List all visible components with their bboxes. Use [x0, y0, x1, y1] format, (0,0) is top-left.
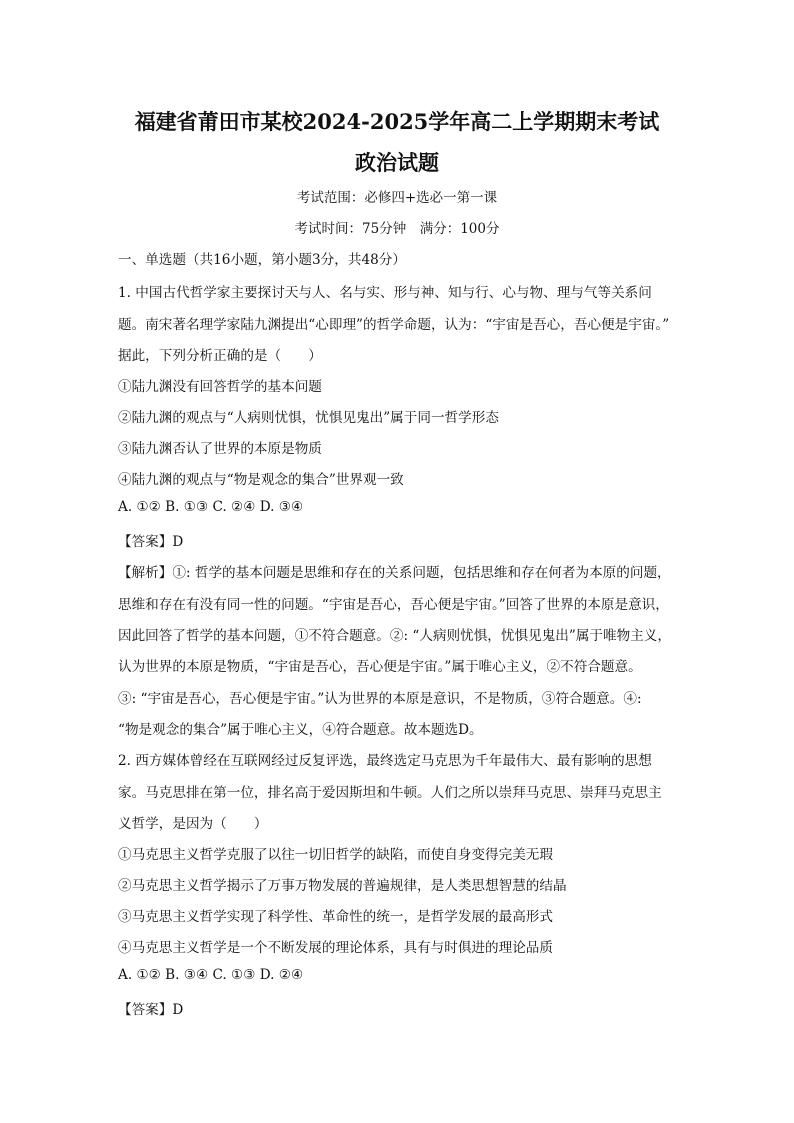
exam-title: 福建省莆田市某校2024-2025学年高二上学期期末考试	[134, 109, 660, 134]
q1-stem-line: 题。南宋著名理学家陆九渊提出“心即理”的哲学命题，认为：“宇宙是吾心，吾心便是宇宙。”	[118, 317, 670, 333]
q1-stem-line: 1. 中国古代哲学家主要探讨天与人、名与实、形与神、知与行、心与物、理与气等关系问	[118, 285, 652, 301]
q1-option: ①陆九渊没有回答哲学的基本问题	[118, 379, 322, 395]
section-heading: 一、单选题（共16小题，第小题3分，共48分）	[118, 252, 406, 268]
q1-choices: A. ①② B. ①③ C. ②④ D. ③④	[118, 499, 304, 515]
q2-stem-line: 家。马克思排在第一位，排名高于爱因斯坦和牛顿。人们之所以崇拜马克思、崇拜马克思主	[118, 785, 662, 801]
q1-analysis-line: 思维和存在有没有同一性的问题。“宇宙是吾心，吾心便是宇宙。”回答了世界的本原是意识，	[118, 597, 669, 613]
exam-subtitle: 政治试题	[355, 150, 439, 175]
q1-stem-line: 据此，下列分析正确的是（ ）	[118, 348, 322, 364]
q2-option: ③马克思主义哲学实现了科学性、革命性的统一，是哲学发展的最高形式	[118, 909, 553, 925]
q2-option: ④马克思主义哲学是一个不断发展的理论体系，具有与时俱进的理论品质	[118, 940, 553, 956]
exam-time: 考试时间：75分钟 满分：100分	[294, 221, 500, 237]
q1-analysis-line: 因此回答了哲学的基本问题，①不符合题意。②: “人病则忧惧，忧惧见鬼出”属于唯物主义，	[118, 628, 671, 644]
q2-stem-line: 2. 西方媒体曾经在互联网经过反复评选，最终选定马克思为千年最伟大、最有影响的思想	[118, 753, 652, 769]
q1-option: ③陆九渊否认了世界的本原是物质	[118, 441, 322, 457]
q1-analysis-line: 认为世界的本原是物质，“宇宙是吾心，吾心便是宇宙。”属于唯心主义，②不符合题意。	[118, 659, 642, 675]
q2-option: ②马克思主义哲学揭示了万事万物发展的普遍规律，是人类思想智慧的结晶	[118, 878, 567, 894]
q2-choices: A. ①② B. ③④ C. ①③ D. ②④	[118, 967, 304, 983]
q1-answer: 【答案】D	[118, 534, 184, 550]
q1-analysis-line: “物是观念的集合”属于唯心主义，④符合题意。故本题选D。	[118, 722, 483, 738]
q1-analysis-line: ③: “宇宙是吾心，吾心便是宇宙。”认为世界的本原是意识，不是物质，③符合题意。④:	[118, 691, 642, 707]
q2-stem-line: 义哲学，是因为（ ）	[118, 816, 268, 832]
q1-option: ④陆九渊的观点与“物是观念的集合”世界观一致	[118, 472, 404, 488]
q1-option: ②陆九渊的观点与“人病则忧惧，忧惧见鬼出”属于同一哲学形态	[118, 410, 499, 426]
q2-answer: 【答案】D	[118, 1002, 184, 1018]
q1-analysis-line: 【解析】①: 哲学的基本问题是思维和存在的关系问题，包括思维和存在何者为本原的问题，	[118, 565, 671, 581]
q2-option: ①马克思主义哲学克服了以往一切旧哲学的缺陷，而使自身变得完美无瑕	[118, 847, 553, 863]
exam-scope: 考试范围：必修四+选必一第一课	[296, 190, 498, 206]
